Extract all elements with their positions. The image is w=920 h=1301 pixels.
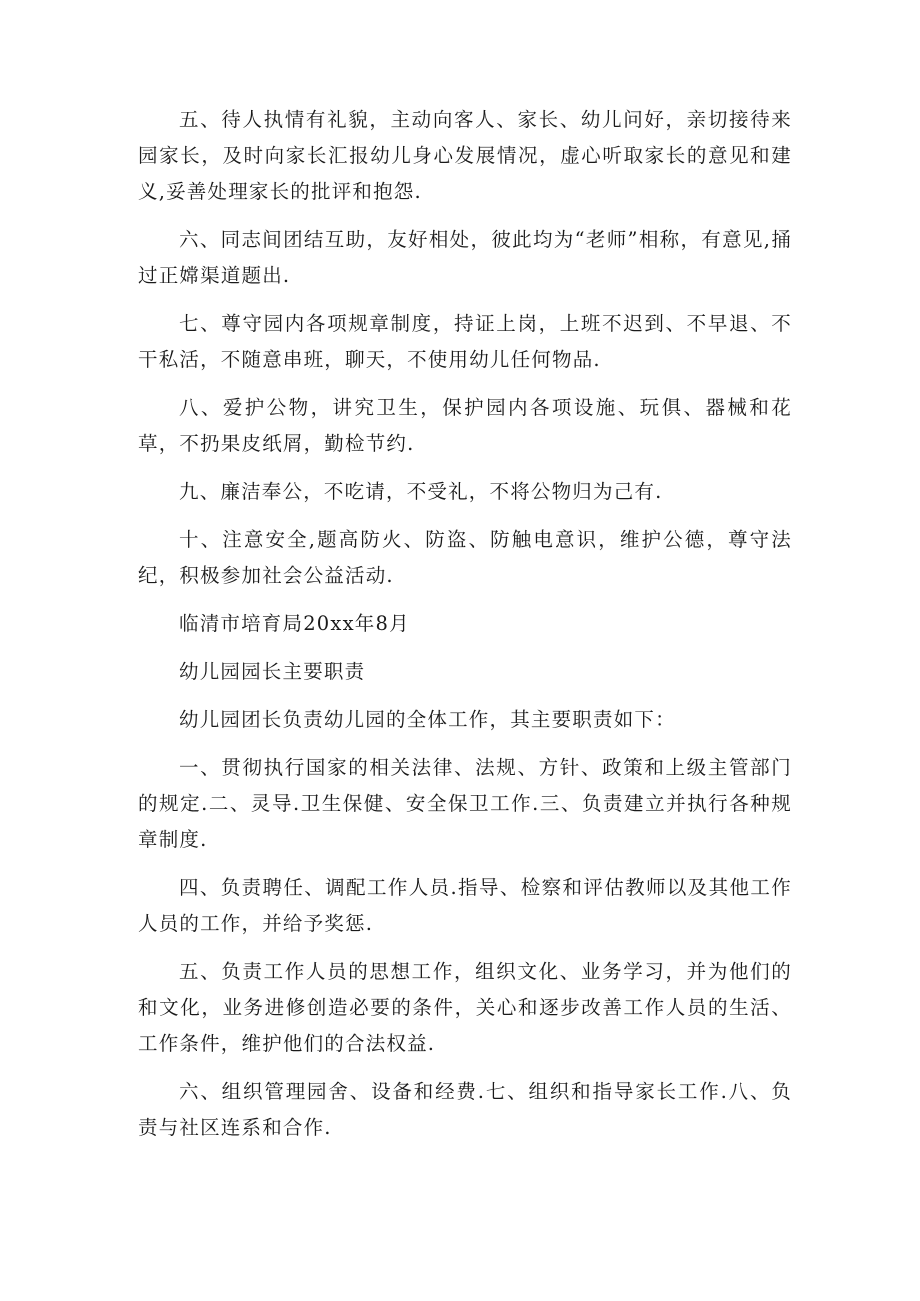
paragraph-rule-9: 九、廉洁奉公，不吃请，不受礼，不将公物归为己有.	[179, 480, 663, 503]
paragraph-rule-7: 七、尊守园内各项规章制度，持证上岗，上班不迟到、不早退、不干私活，不随意串班，聊天，不使用幼儿任何物品.	[138, 312, 792, 371]
paragraph-rule-5: 五、待人执情有礼貌，主动向客人、家长、幼儿问好，亲切接待来园家长，及时向家长汇报幼儿身心发展情况，虚心听取家长的意见和建义,妥善处理家长的批评和抱怨.	[138, 108, 792, 203]
duty-paragraph-5: 五、负责工作人员的思想工作，组织文化、业务学习，并为他们的和文化，业务进修创造必要的条件，关心和逐步改善工作人员的生活、工作条件，维护他们的合法权益.	[138, 960, 792, 1055]
section-title: 幼儿园园长主要职责	[179, 660, 366, 683]
duty-paragraph-1-3: 一、贯彻执行国家的相关法律、法规、方针、政策和上级主管部门的规定.二、灵导.卫生保健、安全保卫工作.三、负责建立并执行各种规章制度.	[138, 756, 792, 851]
document-body	[138, 102, 792, 1158]
issuer-date-line: 临清市培育局20xx年8月	[179, 612, 410, 635]
duty-paragraph-6-8: 六、组织管理园舍、设备和经费.七、组织和指导家长工作.八、负责与社区连系和合作.	[138, 1080, 792, 1139]
paragraph-rule-8: 八、爱护公物，讲究卫生，保护园内各项设施、玩俱、器械和花草，不扔果皮纸屑，勤检节约.	[138, 396, 792, 455]
paragraph-rule-10: 十、注意安全,题高防火、防盗、防触电意识，维护公德，尊守法纪，积极参加社会公益活动.	[138, 528, 792, 587]
paragraph-rule-6: 六、同志间团结互助，友好相处，彼此均为“老师”相称，有意见,捅过正嫦渠道题出.	[138, 228, 792, 287]
section-intro: 幼儿园团长负责幼儿园的全体工作，其主要职责如下：	[179, 708, 676, 731]
duty-paragraph-4: 四、负责聘任、调配工作人员.指导、检察和评估教师以及其他工作人员的工作，并给予奖惩.	[138, 876, 792, 935]
